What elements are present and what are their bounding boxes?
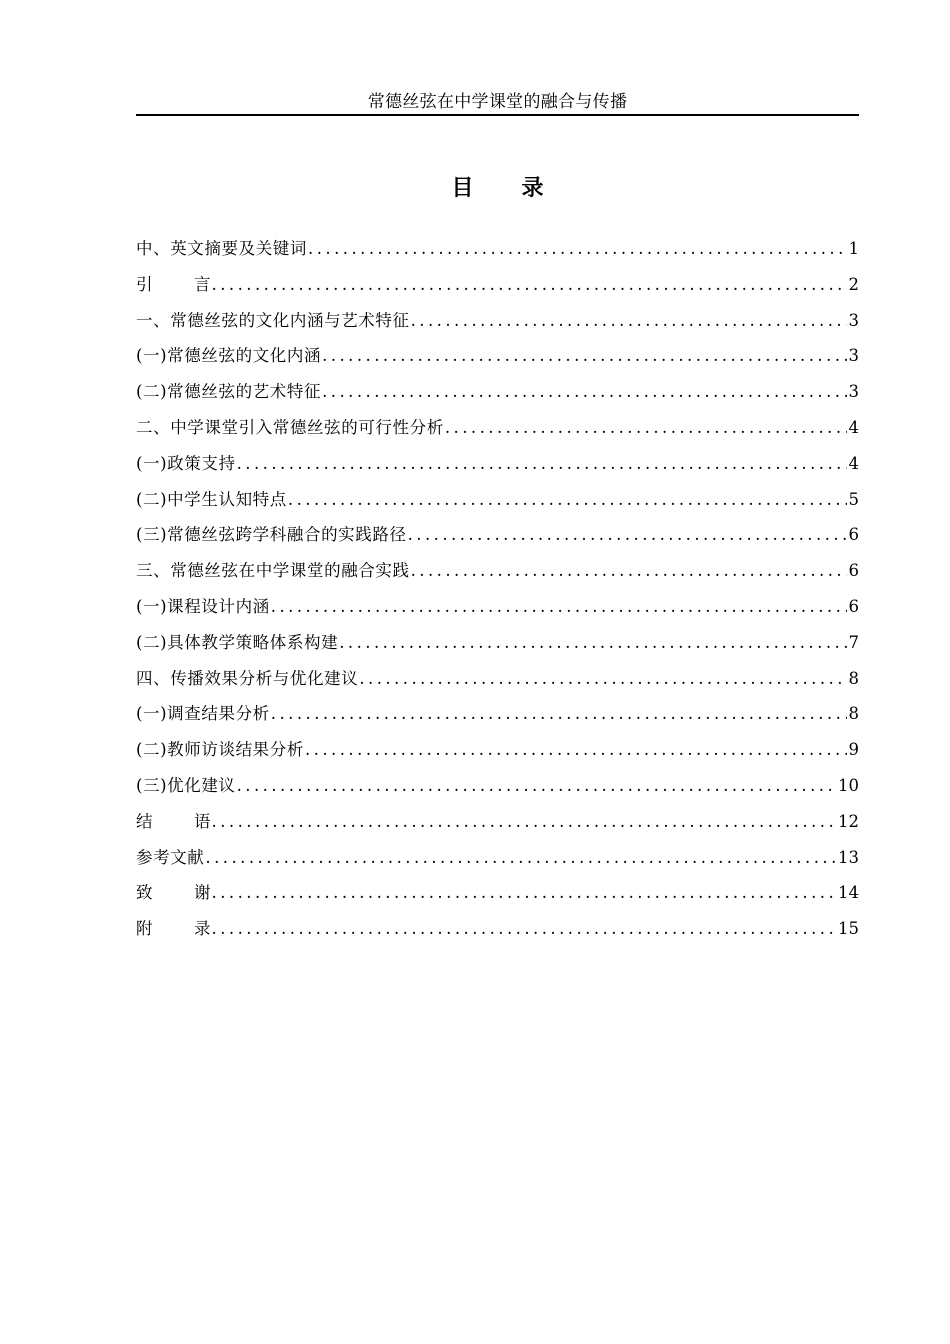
toc-entry-text-char: 语 [194,811,211,831]
toc-entry-page: 6 [848,525,859,545]
toc-entry[interactable] [136,343,859,379]
toc-entry-page: 6 [848,596,859,616]
toc-entry[interactable] [136,880,859,916]
toc-entry-page: 4 [848,453,859,473]
toc-entry-text: (二)中学生认知特点 [136,489,287,509]
toc-entry-page: 1 [848,239,859,258]
table-of-contents [136,236,859,952]
toc-entry[interactable] [136,308,859,344]
dot-leader [237,451,847,477]
toc-entry[interactable] [136,236,859,272]
toc-entry[interactable] [136,701,859,737]
toc-entry-page: 15 [838,919,859,939]
toc-entry-text: 中、英文摘要及关键词 [136,239,307,258]
toc-entry-text: (一)政策支持 [136,453,236,473]
toc-entry-text: 参考文献 [136,847,205,867]
toc-entry-page: 3 [848,382,859,402]
toc-entry-text: 二、中学课堂引入常德丝弦的可行性分析 [136,417,444,437]
toc-entry-text: (二)常德丝弦的艺术特征 [136,382,322,402]
dot-leader [288,487,847,513]
toc-entry-text-char: 谢 [194,883,211,903]
toc-entry[interactable] [136,737,859,773]
dot-leader [212,809,837,835]
running-header-title: 常德丝弦在中学课堂的融合与传播 [367,92,628,112]
dot-leader [322,379,846,405]
dot-leader [322,343,846,369]
toc-entry-page: 8 [848,704,859,724]
toc-entry-page: 3 [848,310,859,330]
toc-entry[interactable] [136,773,859,809]
dot-leader [271,594,847,620]
toc-entry-text-char: 言 [194,274,211,294]
toc-entry-text: (二)教师访谈结果分析 [136,740,304,760]
dot-leader [411,558,847,584]
toc-entry-text: 四、传播效果分析与优化建议 [136,668,359,688]
dot-leader [205,845,836,871]
toc-entry-text [136,809,211,835]
toc-entry-page: 14 [838,883,859,903]
toc-entry[interactable] [136,630,859,666]
dot-leader [339,630,846,656]
toc-title-char: 目 [451,175,474,201]
toc-entry-page: 13 [838,847,859,867]
dot-leader [212,272,847,298]
toc-entry-text-char: 结 [136,811,153,831]
toc-entry-text: (一)常德丝弦的文化内涵 [136,346,322,366]
dot-leader [212,916,837,942]
toc-entry[interactable] [136,272,859,308]
dot-leader [445,415,847,441]
toc-entry-text: (一)调查结果分析 [136,704,270,724]
toc-entry[interactable] [136,451,859,487]
toc-entry-page: 2 [848,274,859,294]
toc-entry-page: 9 [848,740,859,760]
toc-entry-page: 7 [848,632,859,652]
toc-title-char: 录 [521,175,544,201]
toc-entry-page: 6 [848,561,859,581]
toc-entry-text-char: 引 [136,274,153,294]
toc-entry-page: 8 [848,668,859,688]
toc-entry-text [136,880,211,906]
dot-leader [408,522,847,548]
toc-entry[interactable] [136,558,859,594]
dot-leader [308,236,847,262]
toc-entry[interactable] [136,379,859,415]
toc-entry[interactable] [136,666,859,702]
dot-leader [212,880,837,906]
dot-leader [305,737,847,763]
toc-entry-page: 5 [848,489,859,509]
toc-entry[interactable] [136,522,859,558]
toc-title [136,174,859,202]
toc-entry[interactable] [136,916,859,952]
toc-entry-page: 12 [838,811,859,831]
toc-entry-page: 3 [848,346,859,366]
dot-leader [359,666,846,692]
toc-entry-text [136,916,211,942]
toc-entry-text: 一、常德丝弦的文化内涵与艺术特征 [136,310,410,330]
dot-leader [411,308,847,334]
toc-entry[interactable] [136,845,859,881]
toc-entry-page: 4 [848,417,859,437]
toc-entry[interactable] [136,594,859,630]
toc-entry-text: (一)课程设计内涵 [136,596,270,616]
toc-entry[interactable] [136,809,859,845]
dot-leader [271,701,847,727]
toc-entry[interactable] [136,487,859,523]
dot-leader [237,773,836,799]
toc-entry-text-char: 附 [136,919,153,939]
toc-entry-text: 三、常德丝弦在中学课堂的融合实践 [136,561,410,581]
toc-entry-text: (二)具体教学策略体系构建 [136,632,339,652]
toc-entry-text: (三)常德丝弦跨学科融合的实践路径 [136,525,407,545]
toc-entry-page: 10 [838,775,859,795]
toc-entry-text-char: 录 [194,919,211,939]
toc-entry-text: (三)优化建议 [136,775,236,795]
toc-entry[interactable] [136,415,859,451]
header-divider [136,114,859,116]
toc-entry-text-char: 致 [136,883,153,903]
toc-entry-text [136,272,211,298]
